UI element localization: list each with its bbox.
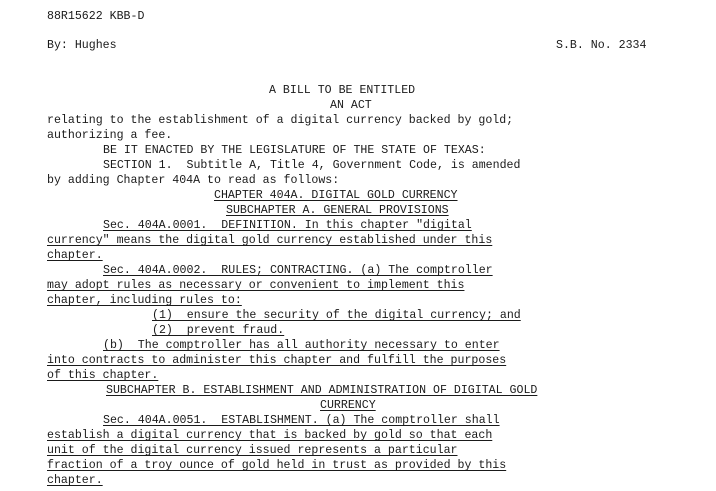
section-line: by adding Chapter 404A to read as follows: (47, 174, 340, 187)
section-line: SECTION 1. Subtitle A, Title 4, Government Code, is amended (103, 159, 521, 172)
subchapter-heading: SUBCHAPTER B. ESTABLISHMENT AND ADMINISTRATION OF DIGITAL GOLD (106, 384, 538, 397)
amended-text-line: establish a digital currency that is backed by gold so that each (47, 429, 493, 442)
amended-text-line: may adopt rules as necessary or convenient to implement this (47, 279, 465, 292)
caption-line: relating to the establishment of a digital currency backed by gold; (47, 114, 514, 127)
amended-text-line: fraction of a troy ounce of gold held in trust as provided by this (47, 459, 507, 472)
amended-text-line: chapter. (47, 474, 103, 487)
amended-text-line: of this chapter. (47, 369, 159, 382)
caption-line: authorizing a fee. (47, 129, 173, 142)
act-heading: AN ACT (330, 99, 372, 112)
amended-text-line: Sec. 404A.0001. DEFINITION. In this chapter "digital (103, 219, 472, 232)
amended-text-line: (2) prevent fraud. (152, 324, 285, 337)
amended-text-line: chapter, including rules to: (47, 294, 242, 307)
amended-text-line: Sec. 404A.0002. RULES; CONTRACTING. (a) The comptroller (103, 264, 493, 277)
enacting-clause: BE IT ENACTED BY THE LEGISLATURE OF THE STATE OF TEXAS: (103, 144, 486, 157)
amended-text-line: currency" means the digital gold currency established under this (47, 234, 493, 247)
subchapter-heading: SUBCHAPTER A. GENERAL PROVISIONS (226, 204, 449, 217)
amended-text-line: Sec. 404A.0051. ESTABLISHMENT. (a) The comptroller shall (103, 414, 500, 427)
bill-heading: A BILL TO BE ENTITLED (269, 84, 416, 97)
bill-author: By: Hughes (47, 39, 117, 52)
amended-text-line: chapter. (47, 249, 103, 262)
amended-text-line: into contracts to administer this chapter and fulfill the purposes (47, 354, 507, 367)
chapter-heading: CHAPTER 404A. DIGITAL GOLD CURRENCY (214, 189, 458, 202)
bill-number: S.B. No. 2334 (556, 39, 647, 52)
bill-code: 88R15622 KBB-D (47, 10, 145, 23)
amended-text-line: (1) ensure the security of the digital currency; and (152, 309, 521, 322)
amended-text-line: (b) The comptroller has all authority necessary to enter (103, 339, 500, 352)
subchapter-heading: CURRENCY (320, 399, 376, 412)
amended-text-line: unit of the digital currency issued represents a particular (47, 444, 458, 457)
